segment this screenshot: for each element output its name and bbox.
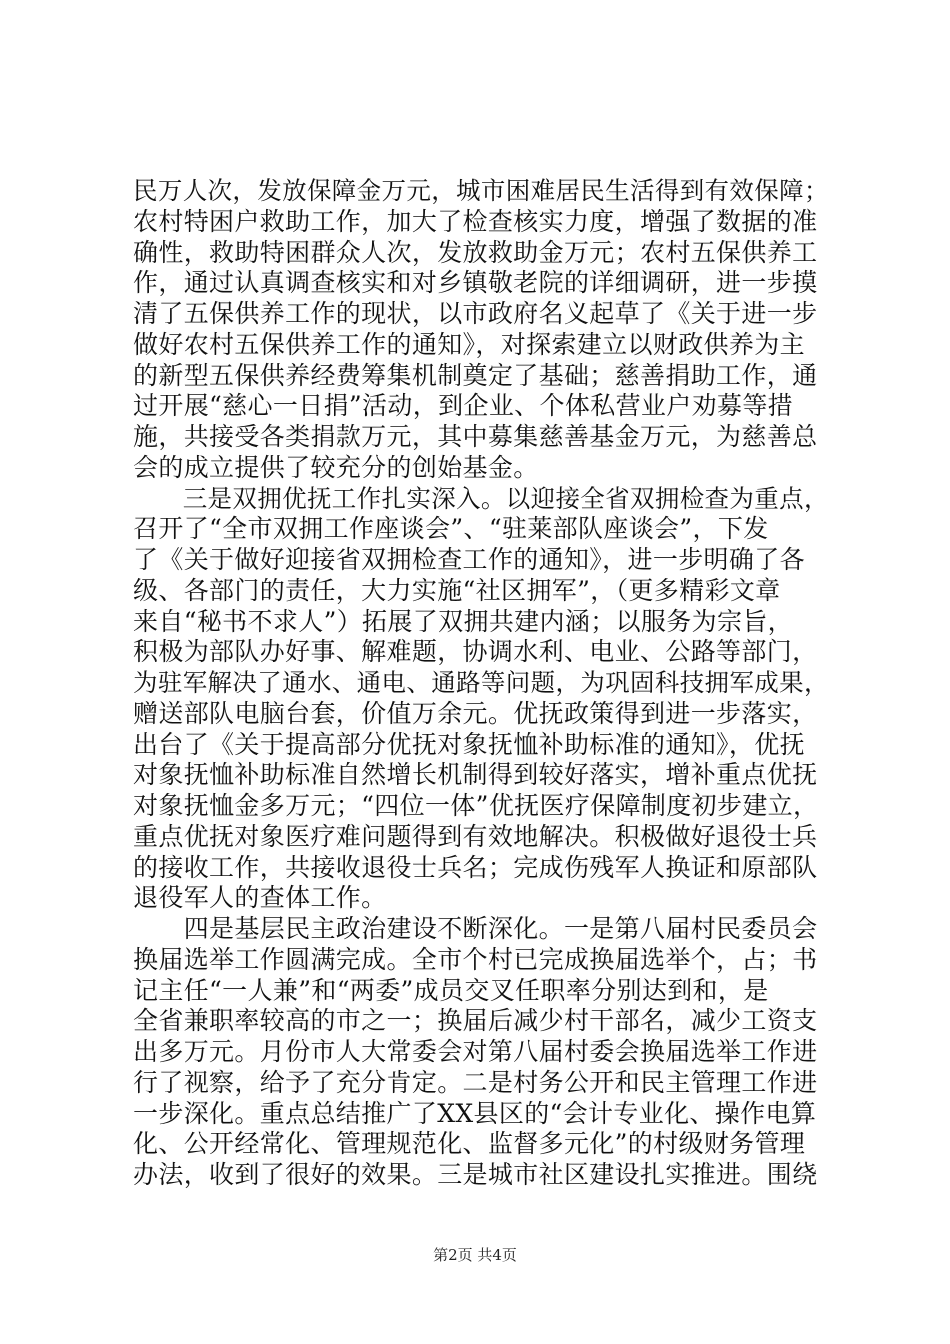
text-line: 为驻军解决了通水、通电、通路等问题，为巩固科技拥军成果， [133, 668, 829, 697]
text-line: 重点优抚对象医疗难问题得到有效地解决。积极做好退役士兵 [133, 821, 818, 851]
text-line: 作，通过认真调查核实和对乡镇敬老院的详细调研，进一步摸 [133, 268, 818, 298]
text-line: 出多万元。月份市人大常委会对第八届村委会换届选举工作进 [133, 1037, 818, 1066]
text-line: 对象抚恤金多万元；“四位一体”优抚医疗保障制度初步建立， [133, 791, 819, 820]
text-line: 行了视察，给予了充分肯定。二是村务公开和民主管理工作进 [133, 1067, 818, 1097]
text-line: 的新型五保供养经费筹集机制奠定了基础；慈善捐助工作，通 [133, 360, 818, 390]
text-line: 的接收工作，共接收退役士兵名；完成伤残军人换证和原部队 [133, 852, 818, 882]
text-line: 级、各部门的责任，大力实施“社区拥军”，（更多精彩文章 [133, 575, 781, 605]
text-line: 了《关于做好迎接省双拥检查工作的通知》，进一步明确了各 [133, 545, 805, 574]
text-line: 积极为部队办好事、解难题，协调水利、电业、公路等部门， [133, 637, 818, 667]
text-line: 退役军人的查体工作。 [133, 883, 387, 913]
text-line: 民万人次，发放保障金万元，城市困难居民生活得到有效保障； [133, 176, 829, 205]
text-line: 出台了《关于提高部分优抚对象抚恤补助标准的通知》，优抚 [133, 729, 805, 759]
text-line: 四是基层民主政治建设不断深化。一是第八届村民委员会 [133, 914, 818, 943]
text-line: 换届选举工作圆满完成。全市个村已完成换届选举个，占；书 [133, 944, 818, 974]
text-line: 召开了“全市双拥工作座谈会”、“驻莱部队座谈会”，下发 [133, 514, 769, 544]
text-line: 确性，救助特困群众人次，发放救助金万元；农村五保供养工 [133, 237, 818, 267]
text-line: 三是双拥优抚工作扎实深入。以迎接全省双拥检查为重点， [133, 483, 829, 513]
text-line: 全省兼职率较高的市之一；换届后减少村干部名，减少工资支 [133, 1006, 818, 1036]
text-line: 施，共接受各类捐款万元，其中募集慈善基金万元，为慈善总 [133, 422, 818, 451]
body-text [133, 176, 833, 1191]
text-line: 对象抚恤补助标准自然增长机制得到较好落实，增补重点优抚 [133, 760, 818, 790]
text-line: 来自“秘书不求人”）拓展了双拥共建内涵；以服务为宗旨， [133, 606, 794, 636]
text-line: 清了五保供养工作的现状，以市政府名义起草了《关于进一步 [133, 299, 818, 328]
text-line: 化、公开经常化、管理规范化、监督多元化”的村级财务管理 [133, 1129, 806, 1159]
text-line: 做好农村五保供养工作的通知》，对探索建立以财政供养为主 [133, 329, 805, 359]
text-line: 一步深化。重点总结推广了XX县区的“会计专业化、操作电算 [133, 1098, 817, 1128]
text-line: 办法，收到了很好的效果。三是城市社区建设扎实推进。围绕 [133, 1160, 818, 1189]
text-line: 农村特困户救助工作，加大了检查核实力度，增强了数据的准 [133, 206, 818, 236]
page-footer: 第2页 共4页 [433, 1246, 517, 1264]
text-line: 赠送部队电脑台套，价值万余元。优抚政策得到进一步落实， [133, 698, 818, 728]
text-line: 记主任“一人兼”和“两委”成员交叉任职率分别达到和，是 [133, 975, 769, 1005]
text-line: 过开展“慈心一日捐”活动，到企业、个体私营业户劝募等措 [133, 391, 794, 421]
text-line: 会的成立提供了较充分的创始基金。 [133, 452, 539, 482]
